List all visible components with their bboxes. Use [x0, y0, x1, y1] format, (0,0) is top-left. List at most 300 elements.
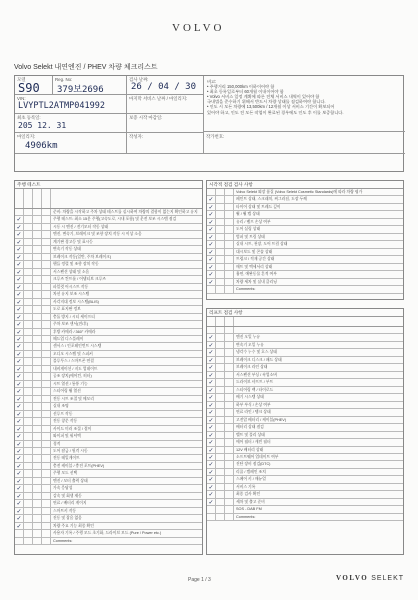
check-box[interactable] [216, 286, 225, 292]
check-box[interactable] [42, 500, 51, 506]
check-box[interactable] [24, 231, 33, 237]
check-box[interactable]: ✓ [15, 291, 24, 297]
check-box[interactable] [42, 493, 51, 499]
check-box[interactable] [42, 448, 51, 454]
check-box[interactable] [225, 204, 234, 210]
check-box[interactable] [42, 418, 51, 424]
check-box[interactable] [225, 372, 234, 378]
check-box[interactable]: ✓ [15, 463, 24, 469]
check-box[interactable]: ✓ [207, 219, 216, 225]
check-box[interactable] [216, 506, 225, 512]
check-box[interactable]: ✓ [207, 234, 216, 240]
check-box[interactable]: ✓ [207, 342, 216, 348]
check-box[interactable] [42, 343, 51, 349]
check-box[interactable] [216, 334, 225, 340]
check-box[interactable] [42, 366, 51, 372]
check-box[interactable]: ✓ [15, 470, 24, 476]
check-box[interactable] [33, 216, 42, 222]
check-box[interactable] [33, 254, 42, 260]
check-box[interactable]: ✓ [15, 254, 24, 260]
check-box[interactable] [42, 388, 51, 394]
check-box[interactable] [216, 264, 225, 270]
check-box[interactable] [24, 485, 33, 491]
check-box[interactable] [24, 515, 33, 521]
check-box[interactable] [42, 358, 51, 364]
check-box[interactable] [24, 500, 33, 506]
check-box[interactable]: ✓ [207, 469, 216, 475]
check-box[interactable] [24, 470, 33, 476]
check-box[interactable] [42, 254, 51, 260]
check-box[interactable] [33, 508, 42, 514]
check-box[interactable] [42, 209, 51, 215]
check-box[interactable] [24, 373, 33, 379]
check-box[interactable] [216, 469, 225, 475]
check-box[interactable] [216, 476, 225, 482]
check-box[interactable]: ✓ [15, 239, 24, 245]
check-box[interactable] [216, 364, 225, 370]
check-box[interactable]: ✓ [15, 373, 24, 379]
check-box[interactable] [24, 523, 33, 529]
check-box[interactable] [33, 358, 42, 364]
check-box[interactable] [24, 276, 33, 282]
check-box[interactable] [24, 396, 33, 402]
check-box[interactable]: ✓ [15, 314, 24, 320]
check-box[interactable] [24, 455, 33, 461]
check-box[interactable] [24, 463, 33, 469]
check-box[interactable] [33, 463, 42, 469]
check-box[interactable] [225, 271, 234, 277]
check-box[interactable] [42, 403, 51, 409]
check-box[interactable] [24, 254, 33, 260]
check-box[interactable] [216, 484, 225, 490]
check-box[interactable] [24, 329, 33, 335]
check-box[interactable] [225, 424, 234, 430]
check-box[interactable] [216, 461, 225, 467]
check-box[interactable] [216, 279, 225, 285]
check-box[interactable] [225, 469, 234, 475]
check-box[interactable]: ✓ [207, 249, 216, 255]
check-box[interactable] [33, 366, 42, 372]
check-box[interactable]: ✓ [207, 424, 216, 430]
check-box[interactable] [225, 409, 234, 415]
check-box[interactable] [42, 485, 51, 491]
check-box[interactable] [42, 216, 51, 222]
check-box[interactable] [33, 373, 42, 379]
check-box[interactable] [225, 234, 234, 240]
check-box[interactable] [216, 234, 225, 240]
check-box[interactable]: ✓ [15, 478, 24, 484]
check-box[interactable]: ✓ [207, 364, 216, 370]
check-box[interactable] [225, 387, 234, 393]
check-box[interactable] [24, 381, 33, 387]
check-box[interactable] [24, 441, 33, 447]
check-box[interactable] [24, 239, 33, 245]
check-box[interactable]: ✓ [15, 366, 24, 372]
check-box[interactable] [33, 381, 42, 387]
check-box[interactable] [24, 433, 33, 439]
check-box[interactable]: ✓ [15, 523, 24, 529]
check-box[interactable] [33, 470, 42, 476]
check-box[interactable]: ✓ [15, 224, 24, 230]
check-box[interactable]: ✓ [207, 256, 216, 262]
check-box[interactable] [24, 269, 33, 275]
check-box[interactable] [225, 249, 234, 255]
check-box[interactable] [33, 299, 42, 305]
check-box[interactable] [225, 256, 234, 262]
check-box[interactable] [33, 343, 42, 349]
check-box[interactable] [33, 411, 42, 417]
check-box[interactable]: ✓ [207, 349, 216, 355]
check-box[interactable]: ✓ [15, 433, 24, 439]
check-box[interactable]: ✓ [15, 358, 24, 364]
check-box[interactable]: ✓ [207, 439, 216, 445]
check-box[interactable] [24, 388, 33, 394]
check-box[interactable] [33, 530, 42, 536]
check-box[interactable] [216, 204, 225, 210]
check-box[interactable]: ✓ [15, 306, 24, 312]
check-box[interactable] [33, 448, 42, 454]
check-box[interactable] [225, 454, 234, 460]
check-box[interactable] [24, 478, 33, 484]
check-box[interactable] [33, 314, 42, 320]
check-box[interactable] [42, 463, 51, 469]
check-box[interactable] [33, 441, 42, 447]
check-box[interactable] [216, 379, 225, 385]
check-box[interactable] [225, 379, 234, 385]
check-box[interactable]: ✓ [15, 441, 24, 447]
check-box[interactable] [216, 189, 225, 195]
check-box[interactable]: ✓ [207, 279, 216, 285]
check-box[interactable] [216, 256, 225, 262]
check-box[interactable]: ✓ [207, 387, 216, 393]
check-box[interactable] [42, 269, 51, 275]
check-box[interactable] [42, 276, 51, 282]
check-box[interactable]: ✓ [15, 299, 24, 305]
check-box[interactable] [225, 439, 234, 445]
check-box[interactable] [24, 493, 33, 499]
check-box[interactable]: ✓ [207, 271, 216, 277]
check-box[interactable] [24, 246, 33, 252]
check-box[interactable] [216, 226, 225, 232]
check-box[interactable] [24, 351, 33, 357]
check-box[interactable] [225, 394, 234, 400]
check-box[interactable]: ✓ [15, 381, 24, 387]
check-box[interactable] [42, 246, 51, 252]
check-box[interactable] [216, 439, 225, 445]
check-box[interactable] [24, 224, 33, 230]
check-box[interactable]: ✓ [15, 284, 24, 290]
check-box[interactable] [24, 418, 33, 424]
check-box[interactable] [42, 455, 51, 461]
check-box[interactable]: ✓ [15, 343, 24, 349]
check-box[interactable] [216, 357, 225, 363]
check-box[interactable]: ✓ [15, 403, 24, 409]
check-box[interactable] [42, 478, 51, 484]
check-box[interactable] [33, 284, 42, 290]
check-box[interactable]: ✓ [15, 515, 24, 521]
check-box[interactable]: ✓ [207, 394, 216, 400]
check-box[interactable] [33, 396, 42, 402]
check-box[interactable]: ✓ [207, 461, 216, 467]
check-box[interactable]: ✓ [207, 241, 216, 247]
check-box[interactable]: ✓ [207, 484, 216, 490]
check-box[interactable] [33, 269, 42, 275]
check-box[interactable] [24, 209, 33, 215]
check-box[interactable] [225, 286, 234, 292]
check-box[interactable]: ✓ [15, 336, 24, 342]
check-box[interactable] [33, 306, 42, 312]
check-box[interactable] [33, 261, 42, 267]
check-box[interactable] [207, 506, 216, 512]
check-box[interactable]: ✓ [15, 388, 24, 394]
check-box[interactable] [225, 264, 234, 270]
check-box[interactable] [33, 478, 42, 484]
check-box[interactable] [225, 226, 234, 232]
check-box[interactable] [24, 284, 33, 290]
check-box[interactable] [42, 426, 51, 432]
check-box[interactable] [33, 418, 42, 424]
check-box[interactable] [216, 394, 225, 400]
check-box[interactable]: ✓ [207, 417, 216, 423]
check-box[interactable] [24, 306, 33, 312]
check-box[interactable] [225, 506, 234, 512]
check-box[interactable] [24, 314, 33, 320]
check-box[interactable] [42, 291, 51, 297]
check-box[interactable] [24, 426, 33, 432]
check-box[interactable]: ✓ [15, 261, 24, 267]
check-box[interactable] [216, 514, 225, 520]
check-box[interactable] [42, 321, 51, 327]
check-box[interactable]: ✓ [15, 493, 24, 499]
check-box[interactable]: ✓ [15, 329, 24, 335]
check-box[interactable] [225, 432, 234, 438]
check-box[interactable] [225, 334, 234, 340]
check-box[interactable] [225, 402, 234, 408]
check-box[interactable] [216, 424, 225, 430]
check-box[interactable]: ✓ [207, 432, 216, 438]
check-box[interactable] [33, 239, 42, 245]
check-box[interactable]: ✓ [207, 379, 216, 385]
check-box[interactable] [24, 291, 33, 297]
check-box[interactable] [33, 485, 42, 491]
check-box[interactable] [24, 366, 33, 372]
check-box[interactable] [24, 336, 33, 342]
check-box[interactable]: ✓ [15, 426, 24, 432]
check-box[interactable] [42, 306, 51, 312]
check-box[interactable] [42, 284, 51, 290]
check-box[interactable]: ✓ [15, 351, 24, 357]
check-box[interactable] [33, 388, 42, 394]
check-box[interactable] [33, 523, 42, 529]
check-box[interactable] [225, 364, 234, 370]
check-box[interactable] [33, 276, 42, 282]
check-box[interactable] [225, 499, 234, 505]
check-box[interactable]: ✓ [207, 357, 216, 363]
check-box[interactable] [42, 523, 51, 529]
check-box[interactable]: ✓ [207, 264, 216, 270]
check-box[interactable] [216, 409, 225, 415]
check-box[interactable] [33, 246, 42, 252]
check-box[interactable] [216, 372, 225, 378]
check-box[interactable] [207, 327, 216, 333]
check-box[interactable]: ✓ [15, 246, 24, 252]
check-box[interactable] [33, 231, 42, 237]
check-box[interactable] [42, 239, 51, 245]
check-box[interactable]: ✓ [15, 216, 24, 222]
check-box[interactable] [33, 351, 42, 357]
check-box[interactable] [225, 241, 234, 247]
check-box[interactable] [33, 515, 42, 521]
check-box[interactable]: ✓ [15, 418, 24, 424]
check-box[interactable] [42, 470, 51, 476]
check-box[interactable] [15, 538, 24, 544]
check-box[interactable]: ✓ [207, 491, 216, 497]
check-box[interactable]: ✓ [207, 204, 216, 210]
check-box[interactable] [216, 342, 225, 348]
check-box[interactable] [42, 314, 51, 320]
check-box[interactable] [42, 515, 51, 521]
check-box[interactable] [33, 321, 42, 327]
check-box[interactable]: ✓ [15, 508, 24, 514]
check-box[interactable] [216, 349, 225, 355]
check-box[interactable] [216, 271, 225, 277]
check-box[interactable] [225, 327, 234, 333]
check-box[interactable] [15, 530, 24, 536]
check-box[interactable] [24, 321, 33, 327]
check-box[interactable]: ✓ [207, 196, 216, 202]
check-box[interactable] [42, 224, 51, 230]
check-box[interactable]: ✓ [207, 447, 216, 453]
check-box[interactable]: ✓ [15, 396, 24, 402]
check-box[interactable] [216, 241, 225, 247]
check-box[interactable]: ✓ [15, 411, 24, 417]
check-box[interactable] [42, 530, 51, 536]
check-box[interactable] [225, 476, 234, 482]
check-box[interactable] [42, 381, 51, 387]
check-box[interactable] [207, 514, 216, 520]
check-box[interactable] [42, 329, 51, 335]
check-box[interactable] [33, 209, 42, 215]
check-box[interactable] [33, 493, 42, 499]
check-box[interactable]: ✓ [15, 321, 24, 327]
check-box[interactable] [216, 196, 225, 202]
check-box[interactable] [216, 417, 225, 423]
check-box[interactable] [33, 336, 42, 342]
check-box[interactable]: ✓ [15, 276, 24, 282]
check-box[interactable] [24, 299, 33, 305]
check-box[interactable] [42, 396, 51, 402]
check-box[interactable]: ✓ [207, 334, 216, 340]
check-box[interactable] [216, 219, 225, 225]
check-box[interactable] [207, 286, 216, 292]
check-box[interactable] [33, 538, 42, 544]
check-box[interactable] [33, 403, 42, 409]
check-box[interactable] [33, 329, 42, 335]
check-box[interactable] [24, 403, 33, 409]
check-box[interactable] [42, 411, 51, 417]
check-box[interactable] [33, 433, 42, 439]
check-box[interactable] [33, 224, 42, 230]
check-box[interactable] [42, 538, 51, 544]
check-box[interactable] [24, 508, 33, 514]
check-box[interactable] [225, 461, 234, 467]
check-box[interactable] [24, 448, 33, 454]
check-box[interactable] [207, 189, 216, 195]
check-box[interactable] [42, 373, 51, 379]
check-box[interactable] [216, 491, 225, 497]
check-box[interactable] [33, 426, 42, 432]
check-box[interactable]: ✓ [207, 226, 216, 232]
check-box[interactable]: ✓ [207, 454, 216, 460]
check-box[interactable] [42, 351, 51, 357]
check-box[interactable] [24, 261, 33, 267]
check-box[interactable]: ✓ [207, 372, 216, 378]
check-box[interactable] [24, 358, 33, 364]
check-box[interactable]: ✓ [15, 455, 24, 461]
check-box[interactable] [225, 484, 234, 490]
check-box[interactable] [24, 530, 33, 536]
check-box[interactable] [42, 299, 51, 305]
check-box[interactable] [225, 514, 234, 520]
check-box[interactable] [216, 211, 225, 217]
check-box[interactable] [216, 499, 225, 505]
check-box[interactable] [24, 343, 33, 349]
check-box[interactable] [42, 261, 51, 267]
check-box[interactable]: ✓ [207, 409, 216, 415]
check-box[interactable] [216, 387, 225, 393]
check-box[interactable] [42, 441, 51, 447]
check-box[interactable] [33, 500, 42, 506]
check-box[interactable] [225, 417, 234, 423]
check-box[interactable]: ✓ [207, 476, 216, 482]
check-box[interactable] [225, 279, 234, 285]
check-box[interactable] [42, 336, 51, 342]
check-box[interactable] [24, 411, 33, 417]
check-box[interactable] [216, 402, 225, 408]
check-box[interactable]: ✓ [207, 211, 216, 217]
check-box[interactable]: ✓ [207, 499, 216, 505]
check-box[interactable] [42, 508, 51, 514]
check-box[interactable] [225, 357, 234, 363]
check-box[interactable] [225, 491, 234, 497]
check-box[interactable] [24, 216, 33, 222]
check-box[interactable] [216, 447, 225, 453]
check-box[interactable] [33, 291, 42, 297]
check-box[interactable] [225, 196, 234, 202]
check-box[interactable]: ✓ [207, 402, 216, 408]
check-box[interactable] [225, 342, 234, 348]
check-box[interactable] [216, 327, 225, 333]
check-box[interactable] [42, 231, 51, 237]
check-box[interactable] [225, 447, 234, 453]
check-box[interactable] [216, 454, 225, 460]
check-box[interactable] [225, 219, 234, 225]
check-box[interactable] [216, 432, 225, 438]
check-box[interactable]: ✓ [15, 485, 24, 491]
check-box[interactable] [225, 211, 234, 217]
check-box[interactable] [15, 209, 24, 215]
check-box[interactable] [24, 538, 33, 544]
check-box[interactable] [42, 433, 51, 439]
check-box[interactable] [33, 455, 42, 461]
check-box[interactable]: ✓ [15, 269, 24, 275]
check-box[interactable] [216, 249, 225, 255]
check-box[interactable]: ✓ [15, 500, 24, 506]
check-box[interactable] [225, 349, 234, 355]
check-box[interactable] [225, 189, 234, 195]
check-box[interactable]: ✓ [15, 231, 24, 237]
check-box[interactable]: ✓ [15, 448, 24, 454]
